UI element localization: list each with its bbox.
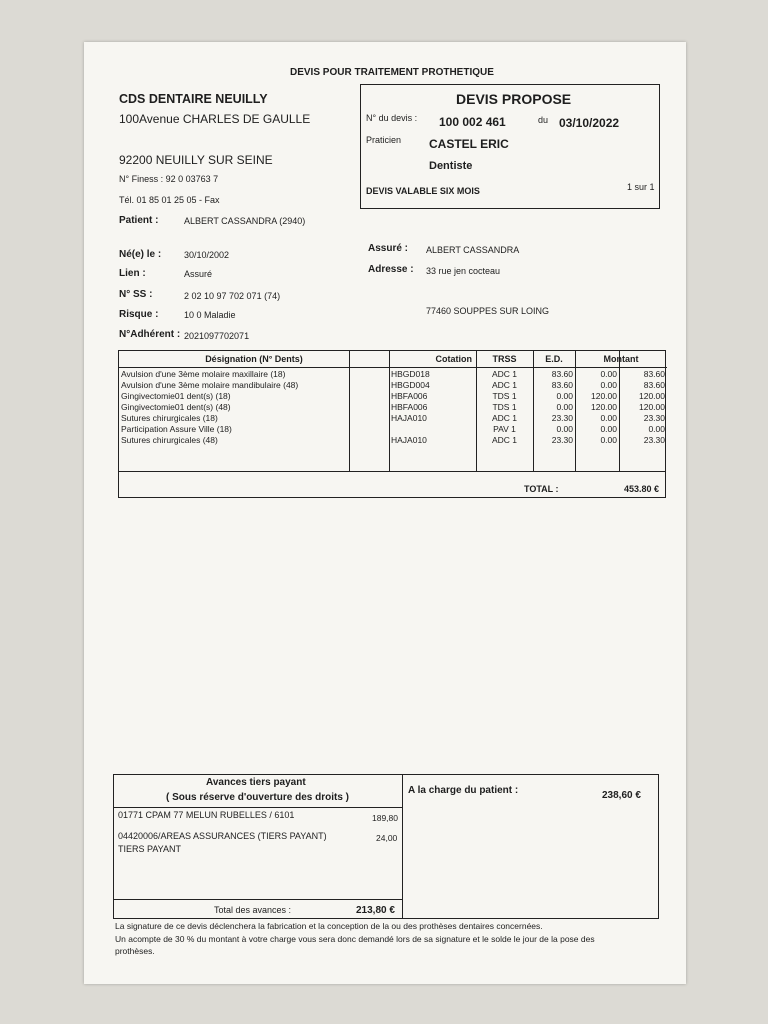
header-designation: Désignation (N° Dents) bbox=[119, 351, 389, 368]
act-ed: 120.00 bbox=[591, 390, 617, 401]
quote-heading: DEVIS PROPOSE bbox=[456, 91, 572, 107]
born-label: Né(e) le : bbox=[119, 249, 162, 260]
act-ed: 120.00 bbox=[591, 401, 617, 412]
act-cotation: TDS 1 bbox=[492, 401, 517, 412]
clinic-phone: Tél. 01 85 01 25 05 - Fax bbox=[119, 195, 220, 205]
act-trss: 23.30 bbox=[551, 412, 573, 423]
act-trss: 0.00 bbox=[556, 423, 573, 434]
act-code: HAJA010 bbox=[391, 434, 427, 445]
advances-subtitle: ( Sous réserve d'ouverture des droits ) bbox=[166, 792, 349, 803]
act-designation: Avulsion d'une 3ème molaire mandibulaire (48) bbox=[121, 379, 299, 390]
act-cotation: TDS 1 bbox=[492, 390, 517, 401]
act-ed: 0.00 bbox=[600, 379, 617, 390]
act-row bbox=[119, 423, 667, 434]
advance-extra-line: TIERS PAYANT bbox=[118, 844, 182, 854]
act-ed: 0.00 bbox=[600, 412, 617, 423]
advances-title: Avances tiers payant bbox=[206, 777, 306, 788]
quote-page: 1 sur 1 bbox=[627, 182, 655, 192]
act-montant: 120.00 bbox=[639, 390, 665, 401]
risk-value: 10 0 Maladie bbox=[184, 310, 236, 320]
act-designation: Participation Assure Ville (18) bbox=[121, 423, 232, 434]
act-row bbox=[119, 379, 667, 390]
act-row bbox=[119, 412, 667, 423]
advance-line-2: 04420006/AREAS ASSURANCES (TIERS PAYANT) bbox=[118, 831, 327, 841]
patient-charge-value: 238,60 € bbox=[602, 790, 641, 801]
risk-label: Risque : bbox=[119, 309, 159, 320]
act-cotation: PAV 1 bbox=[493, 423, 516, 434]
link-label: Lien : bbox=[119, 268, 146, 279]
total-value: 453.80 € bbox=[623, 484, 659, 494]
footer-line-3: prothèses. bbox=[115, 946, 155, 956]
header-ed: E.D. bbox=[533, 351, 575, 368]
advance-amount-2: 24,00 bbox=[376, 833, 398, 843]
patient-charge-label: A la charge du patient : bbox=[408, 785, 519, 796]
clinic-address: 100Avenue CHARLES DE GAULLE bbox=[119, 112, 311, 126]
quote-date-label: du bbox=[538, 115, 549, 125]
clinic-name: CDS DENTAIRE NEUILLY bbox=[119, 92, 268, 106]
act-ed: 0.00 bbox=[600, 434, 617, 445]
advances-total-value: 213,80 € bbox=[356, 905, 395, 916]
link-value: Assuré bbox=[184, 269, 213, 279]
act-code: HBFA006 bbox=[391, 401, 428, 412]
practitioner-name: CASTEL ERIC bbox=[429, 137, 509, 151]
act-code: HBGD018 bbox=[391, 368, 430, 379]
quote-number-label: N° du devis : bbox=[366, 113, 418, 123]
header-cotation: Cotation bbox=[389, 351, 476, 368]
quote-validity: DEVIS VALABLE SIX MOIS bbox=[366, 186, 480, 196]
footer-line-2: Un acompte de 30 % du montant à votre charge vous sera donc demandé lors de sa signature et le solde le jour de la pose des bbox=[115, 934, 595, 944]
act-designation: Sutures chirurgicales (48) bbox=[121, 434, 218, 445]
act-row bbox=[119, 390, 667, 401]
patient-value: ALBERT CASSANDRA (2940) bbox=[184, 216, 306, 226]
act-trss: 0.00 bbox=[556, 401, 573, 412]
act-cotation: ADC 1 bbox=[491, 434, 518, 445]
practitioner-label: Praticien bbox=[366, 135, 402, 145]
act-montant: 0.00 bbox=[648, 423, 665, 434]
act-row bbox=[119, 434, 667, 445]
city-value: 77460 SOUPPES SUR LOING bbox=[426, 306, 550, 316]
member-value: 2021097702071 bbox=[184, 331, 250, 341]
act-code bbox=[389, 423, 476, 434]
act-montant: 23.30 bbox=[643, 412, 665, 423]
act-montant: 83.60 bbox=[643, 368, 665, 379]
advance-amount-1: 189,80 bbox=[372, 813, 398, 823]
act-ed: 0.00 bbox=[600, 423, 617, 434]
act-cotation: ADC 1 bbox=[491, 368, 518, 379]
advance-line-1: 01771 CPAM 77 MELUN RUBELLES / 6101 bbox=[118, 810, 295, 820]
act-designation: Gingivectomie01 dent(s) (18) bbox=[121, 390, 231, 401]
acts-table bbox=[118, 350, 666, 498]
act-code: HBGD004 bbox=[391, 379, 430, 390]
born-value: 30/10/2002 bbox=[184, 250, 230, 260]
act-montant: 23.30 bbox=[643, 434, 665, 445]
act-montant: 83.60 bbox=[643, 379, 665, 390]
insured-value: ALBERT CASSANDRA bbox=[426, 245, 520, 255]
advances-box bbox=[113, 774, 659, 919]
ss-label: N° SS : bbox=[119, 289, 153, 300]
act-code: HAJA010 bbox=[391, 412, 427, 423]
address-value: 33 rue jen cocteau bbox=[426, 266, 501, 276]
advances-total-label: Total des avances : bbox=[214, 905, 292, 915]
clinic-finess: N° Finess : 92 0 03763 7 bbox=[119, 174, 219, 184]
act-montant: 120.00 bbox=[639, 401, 665, 412]
clinic-city: 92200 NEUILLY SUR SEINE bbox=[119, 153, 273, 167]
quote-box bbox=[360, 84, 660, 209]
member-label: N°Adhérent : bbox=[119, 329, 181, 340]
act-trss: 83.60 bbox=[551, 379, 573, 390]
quote-date: 03/10/2022 bbox=[559, 116, 620, 130]
header-montant: Montant bbox=[575, 351, 667, 368]
practitioner-role: Dentiste bbox=[429, 160, 473, 172]
address-label: Adresse : bbox=[368, 264, 414, 275]
act-designation: Gingivectomie01 dent(s) (48) bbox=[121, 401, 231, 412]
total-label: TOTAL : bbox=[524, 484, 559, 494]
act-designation: Avulsion d'une 3ème molaire maxillaire (18) bbox=[121, 368, 286, 379]
act-row bbox=[119, 368, 667, 380]
insured-label: Assuré : bbox=[368, 243, 409, 254]
act-trss: 23.30 bbox=[551, 434, 573, 445]
quote-document bbox=[84, 42, 686, 984]
patient-label: Patient : bbox=[119, 215, 159, 226]
act-row bbox=[119, 401, 667, 412]
act-trss: 83.60 bbox=[551, 368, 573, 379]
act-cotation: ADC 1 bbox=[491, 412, 518, 423]
act-cotation: ADC 1 bbox=[491, 379, 518, 390]
act-ed: 0.00 bbox=[600, 368, 617, 379]
act-trss: 0.00 bbox=[556, 390, 573, 401]
act-code: HBFA006 bbox=[391, 390, 428, 401]
act-designation: Sutures chirurgicales (18) bbox=[121, 412, 218, 423]
header-trss: TRSS bbox=[476, 351, 533, 368]
quote-number: 100 002 461 bbox=[439, 115, 506, 129]
ss-value: 2 02 10 97 702 071 (74) bbox=[184, 291, 281, 301]
footer-line-1: La signature de ce devis déclenchera la fabrication et la conception de la ou des prothèses dentaires concernées. bbox=[115, 921, 543, 931]
document-title: DEVIS POUR TRAITEMENT PROTHETIQUE bbox=[290, 67, 494, 78]
